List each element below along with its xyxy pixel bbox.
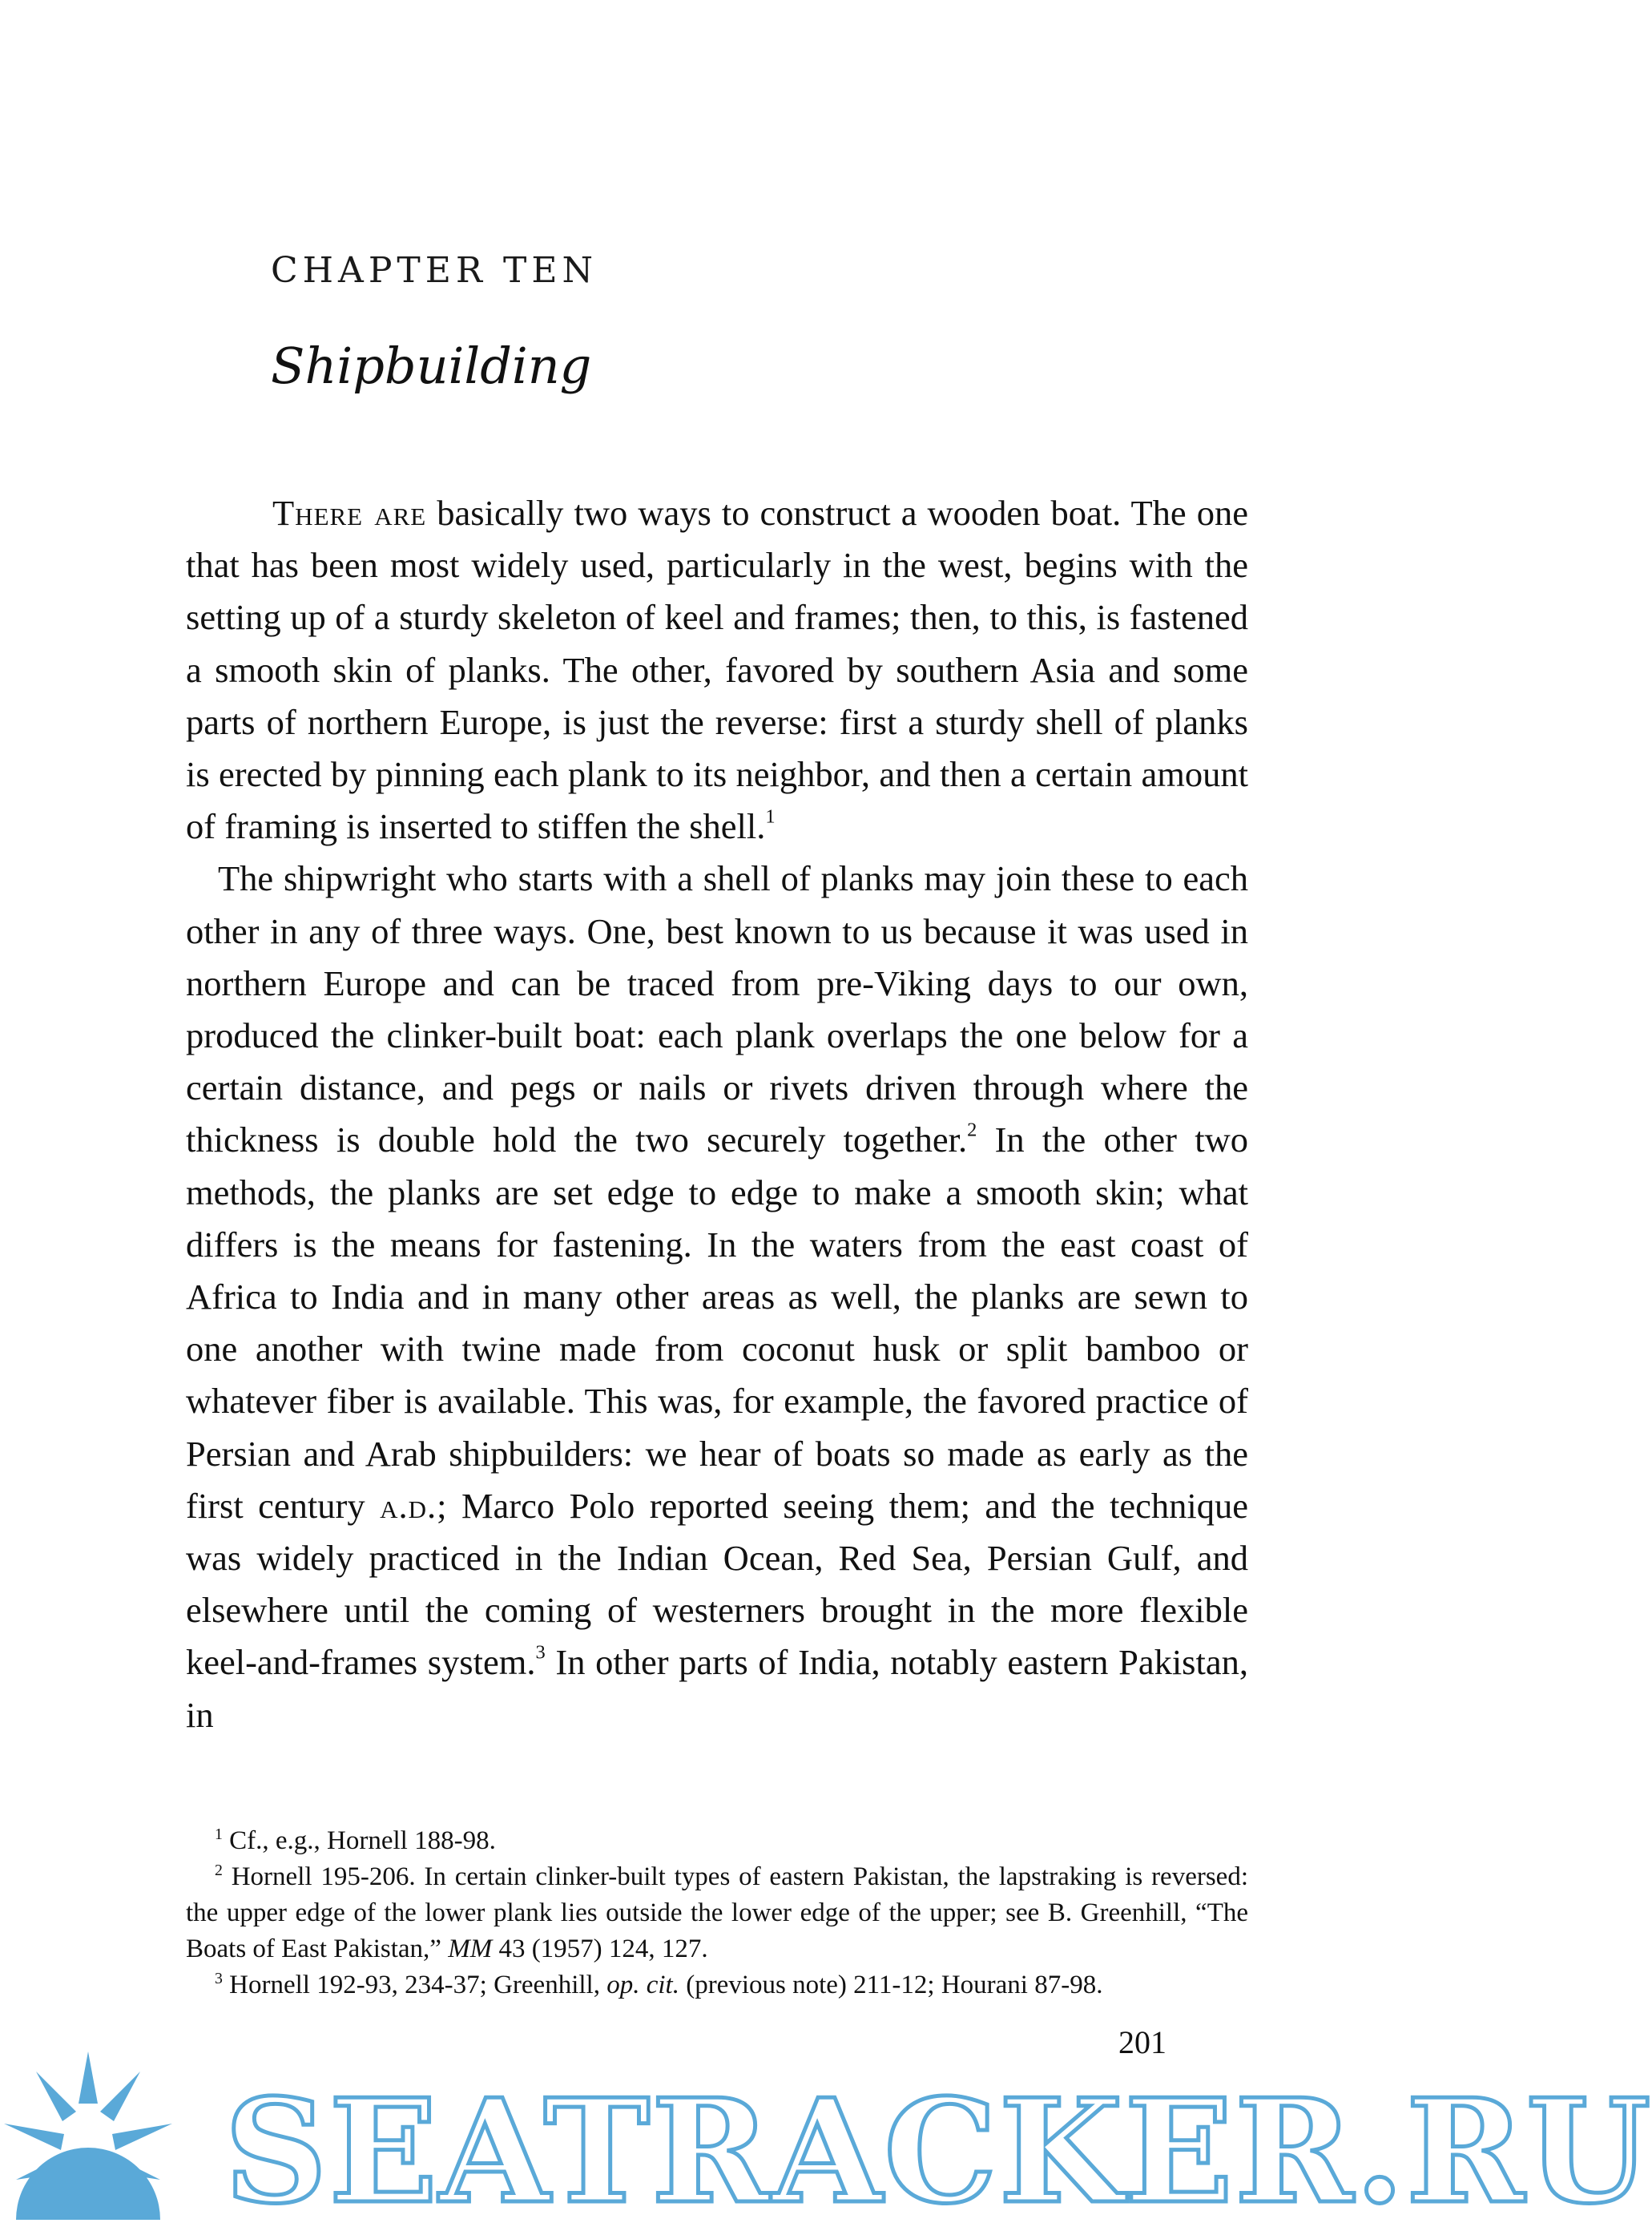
paragraph-1: [186, 487, 1248, 853]
footnote-ref: 1: [765, 805, 776, 828]
footnotes: [186, 1823, 1248, 2003]
era-abbrev: a.d.: [380, 1485, 437, 1526]
journal-abbrev: MM: [448, 1934, 493, 1963]
paragraph-text: The shipwright who starts with a shell of planks may join these to each other in any of three ways. One, best known to us because it was used in northern Europe and can be traced from pre-Viking days to our own, produced the clinker-built boat: each plank overlaps the one below for a certain distance, and pegs or nails or rivets driven through where the thickness is double hold the two securely together.: [186, 858, 1248, 1160]
paragraph-text: basically two ways to construct a wooden boat. The one that has been most widely used, particularly in the west, begins with the setting up of a sturdy skeleton of keel and frames; then, to this, is fastened a smooth skin of planks. The other, favored by southern Asia and some parts of northern Europe, is just the reverse: first a sturdy shell of planks is erected by pinning each plank to its neighbor, and then a certain amount of framing is inserted to stiffen the shell.: [186, 493, 1249, 847]
paragraph-2: [186, 853, 1248, 1741]
footnote-text: Hornell 192-93, 234-37; Greenhill,: [222, 1971, 607, 1999]
footnote-text: Hornell 195-206. In certain clinker-built types of eastern Pakistan, the lapstraking is reversed: the upper edge of the lower plank lies outside the lower edge of the upper; see B. Greenhill, “The Boats of East Pakistan,”: [186, 1862, 1248, 1963]
paragraph-lead: There are: [272, 493, 427, 533]
footnote-number: 2: [215, 1862, 223, 1880]
page-number: 201: [1118, 2024, 1166, 2060]
op-cit: op. cit.: [606, 1971, 679, 1999]
paragraph-text: In other parts of India, notably eastern Pakistan, in: [186, 1642, 1248, 1735]
footnote-1: [186, 1823, 1248, 1859]
paragraph-text: In the other two methods, the planks are set edge to edge to make a smooth skin; what differs is the means for fastening. In the waters from the east coast of Africa to India and in many other areas as well, the planks are sewn to one another with twine made from coconut husk or split bamboo or whatever fiber is available. This was, for example, the favored practice of Persian and Arab shipbuilders: we hear of boats so made as early as the first century: [186, 1120, 1248, 1526]
footnote-3: [186, 1967, 1248, 2003]
footnote-2: [186, 1859, 1248, 1967]
footnote-ref: 3: [535, 1641, 546, 1664]
footnote-text: 43 (1957) 124, 127.: [492, 1934, 708, 1963]
watermark-text: SEATRACKER.RU: [224, 2068, 1652, 2235]
chapter-label: CHAPTER TEN: [271, 250, 598, 291]
footnote-number: 1: [215, 1826, 223, 1844]
footnote-text: (previous note) 211-12; Hourani 87-98.: [679, 1971, 1103, 1999]
footnote-text: Cf., e.g., Hornell 188-98.: [222, 1826, 496, 1855]
footnote-number: 3: [215, 1970, 223, 1988]
body-text: [186, 487, 1248, 1741]
chapter-title: Shipbuilding: [271, 337, 592, 395]
paragraph-text: ; Marco Polo reported seeing them; and the technique was widely practiced in the Indian Ocean, Red Sea, Persian Gulf, and elsewhere until the coming of westerners brought in the more flexible keel-and-frames system.: [186, 1485, 1248, 1683]
footnote-ref: 2: [967, 1119, 977, 1141]
